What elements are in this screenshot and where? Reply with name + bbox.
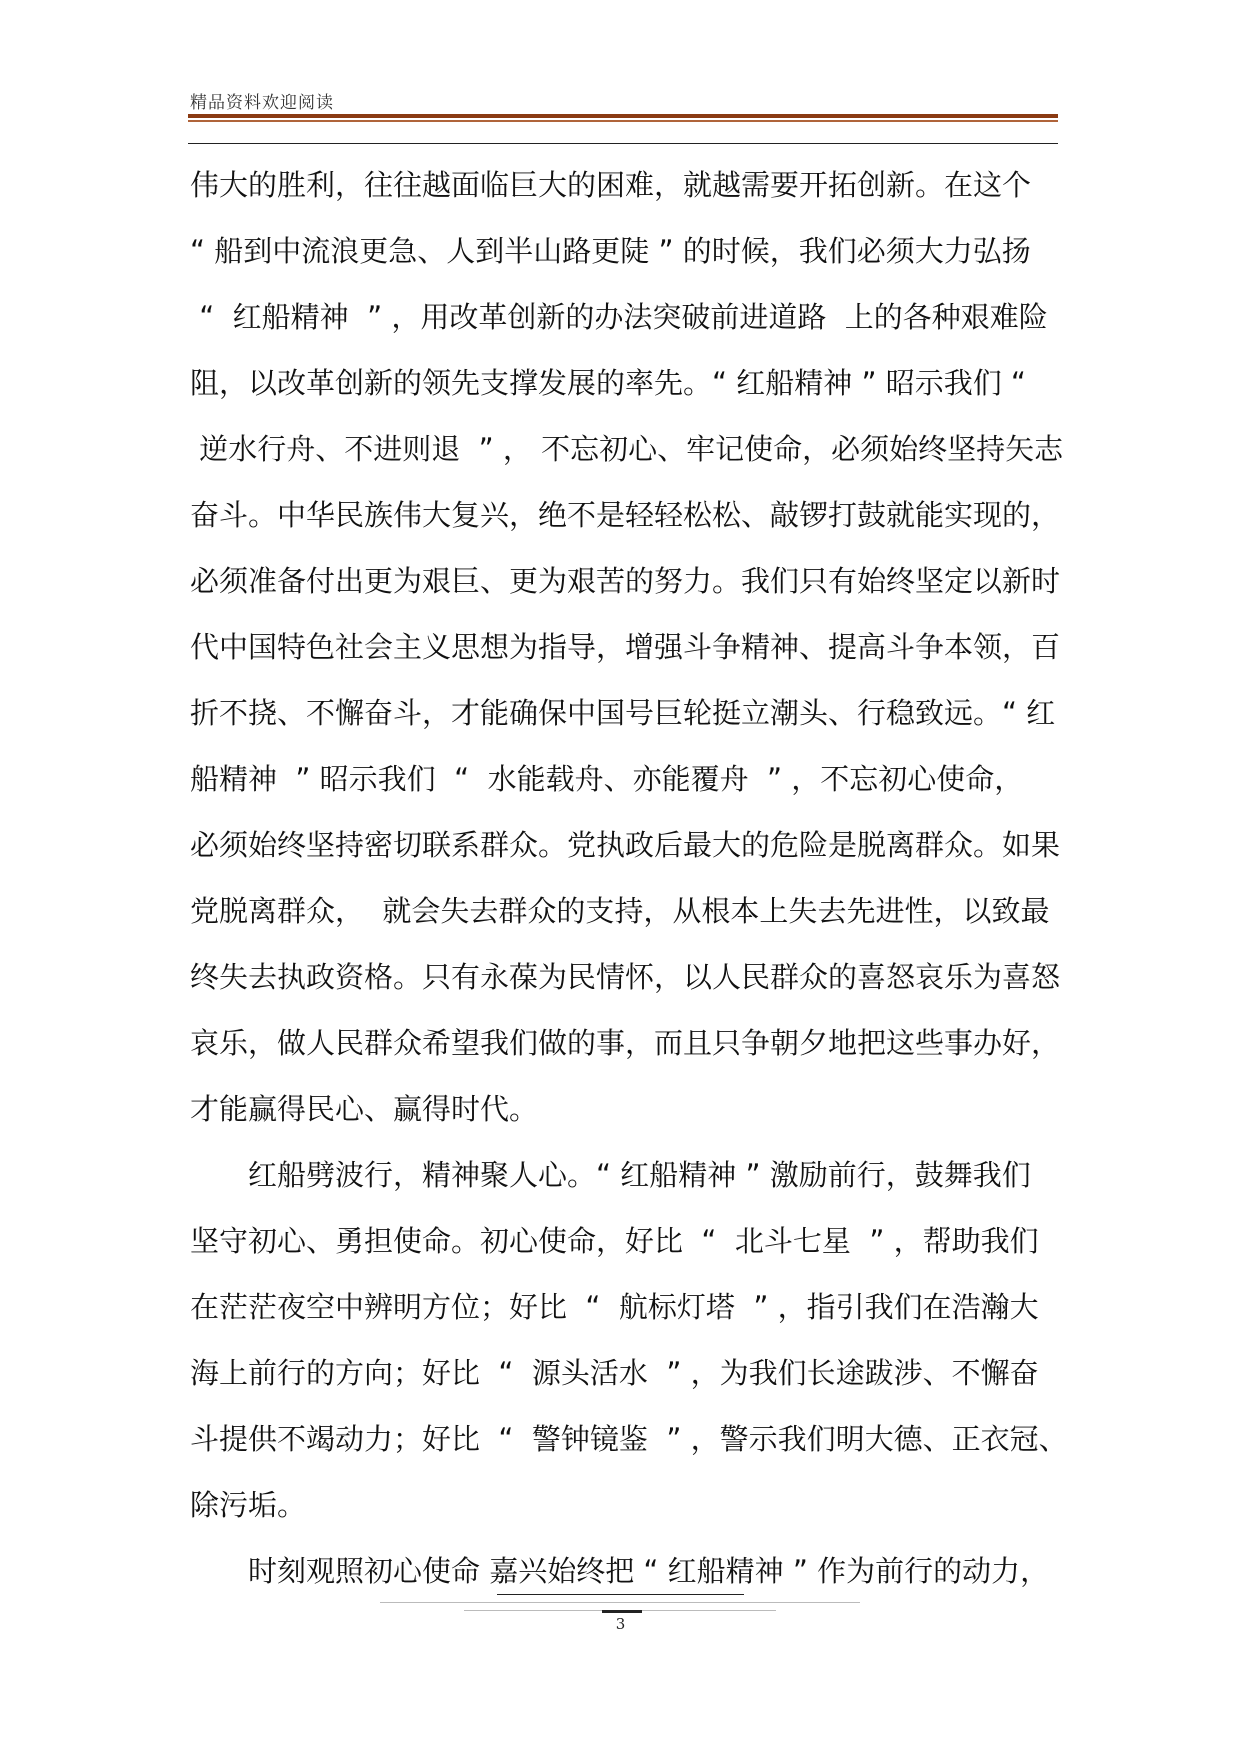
text-line: 必须准备付出更为艰巨、更为艰苦的努力。我们只有始终坚定以新时 bbox=[190, 564, 1061, 598]
text-line: 伟大的胜利，往往越面临巨大的困难，就越需要开拓创新。在这个 bbox=[190, 168, 1032, 202]
footer-rule bbox=[497, 1594, 744, 1595]
text-line: 船精神 ” 昭示我们 “ 水能载舟、亦能覆舟 ” ，不忘初心使命， bbox=[190, 762, 1024, 796]
text-line: “ 红船精神 ” ，用改革创新的办法突破前进道路 上的各种艰难险 bbox=[190, 300, 1048, 334]
text-line: 终失去执政资格。只有永葆为民情怀，以人民群众的喜怒哀乐为喜怒 bbox=[190, 960, 1061, 994]
text-line: 逆水行舟、不进则退 ” ， 不忘初心、牢记使命，必须始终坚持矢志 bbox=[190, 432, 1064, 466]
text-line: 奋斗。中华民族伟大复兴，绝不是轻轻松松、敲锣打鼓就能实现的， bbox=[190, 498, 1061, 532]
text-line: 哀乐，做人民群众希望我们做的事，而且只争朝夕地把这些事办好， bbox=[190, 1026, 1061, 1060]
header-rule-accent bbox=[188, 120, 1058, 122]
text-line: 代中国特色社会主义思想为指导，增强斗争精神、提高斗争本领，百 bbox=[190, 630, 1061, 664]
text-line: 时刻观照初心使命 嘉兴始终把 “ 红船精神 ” 作为前行的动力， bbox=[248, 1554, 1050, 1588]
text-line: 才能赢得民心、赢得时代。 bbox=[190, 1092, 539, 1126]
text-line: 必须始终坚持密切联系群众。党执政后最大的危险是脱离群众。如果 bbox=[190, 828, 1061, 862]
header-rule-thin bbox=[188, 143, 1058, 144]
text-line: 阻，以改革创新的领先支撑发展的率先。“ 红船精神 ” 昭示我们 “ bbox=[190, 366, 1026, 400]
text-line: 斗提供不竭动力；好比 “ 警钟镜鉴 ” ，警示我们明大德、正衣冠、 bbox=[190, 1422, 1068, 1456]
footer-rule-accent bbox=[602, 1610, 642, 1613]
page-number: 3 bbox=[615, 1615, 626, 1633]
header-rule-thick bbox=[188, 114, 1058, 118]
page-header-title: 精品资料欢迎阅读 bbox=[190, 93, 334, 113]
text-line: 在茫茫夜空中辨明方位；好比 “ 航标灯塔 ” ，指引我们在浩瀚大 bbox=[190, 1290, 1039, 1324]
footer-rule bbox=[380, 1602, 860, 1603]
body-text bbox=[190, 152, 1090, 1604]
text-line: 党脱离群众， 就会失去群众的支持，从根本上失去先进性，以致最 bbox=[190, 894, 1050, 928]
text-line: 坚守初心、勇担使命。初心使命，好比 “ 北斗七星 ” ，帮助我们 bbox=[190, 1224, 1039, 1258]
text-line: 红船劈波行，精神聚人心。“ 红船精神 ” 激励前行，鼓舞我们 bbox=[248, 1158, 1031, 1192]
text-line: “ 船到中流浪更急、人到半山路更陡 ” 的时候，我们必须大力弘扬 bbox=[190, 234, 1031, 268]
text-line: 海上前行的方向；好比 “ 源头活水 ” ，为我们长途跋涉、不懈奋 bbox=[190, 1356, 1039, 1390]
text-line: 折不挠、不懈奋斗，才能确保中国号巨轮挺立潮头、行稳致远。“ 红 bbox=[190, 696, 1056, 730]
footer-decoration bbox=[380, 1588, 860, 1618]
text-line: 除污垢。 bbox=[190, 1488, 307, 1522]
